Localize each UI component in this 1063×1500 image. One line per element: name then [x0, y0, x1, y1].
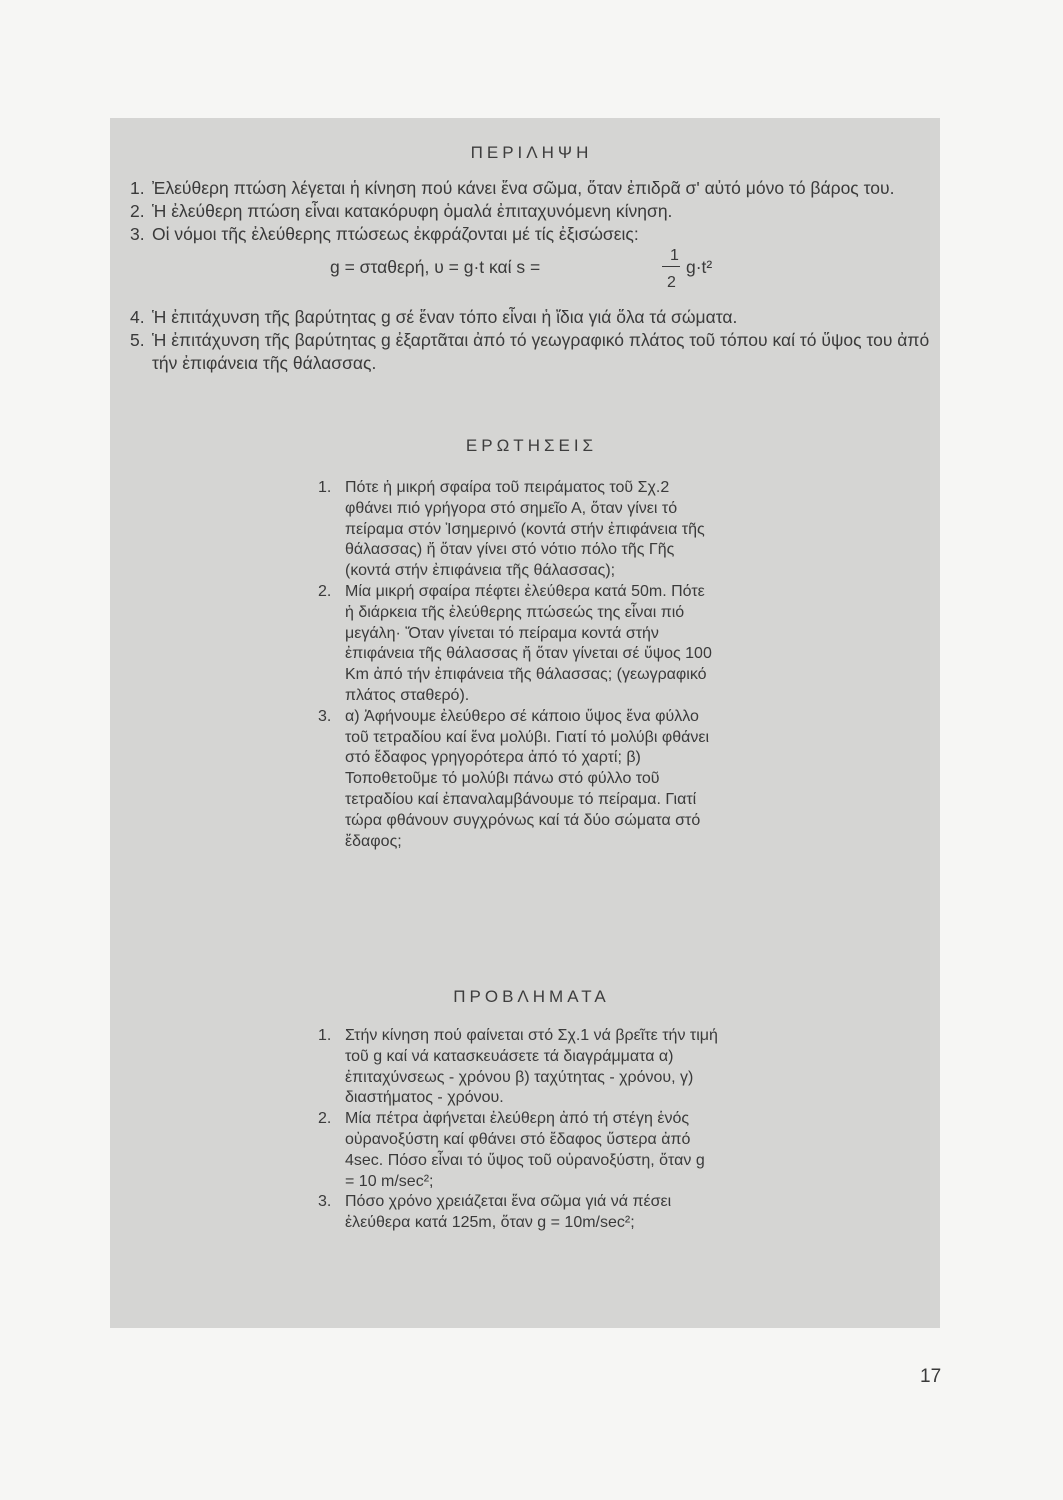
item-text: Στήν κίνηση πού φαίνεται στό Σχ.1 νά βρεῖτε τήν τιμή τοῦ g καί νά κατασκευάσετε τά διαγράμματα α) ἐπιταχύνσεως - χρόνου β) ταχύτητας - χρόνου, γ) διαστήματος - χρόνου.	[345, 1027, 718, 1107]
fraction-denominator: 2	[667, 274, 676, 291]
summary-item	[130, 223, 930, 246]
problems-list	[318, 1026, 718, 1234]
question-item	[318, 582, 718, 707]
question-item	[318, 478, 718, 582]
item-number: 2.	[130, 201, 145, 221]
item-number: 1.	[130, 178, 145, 198]
fraction-numerator: 1	[670, 247, 679, 264]
item-text: Ἡ ἐπιτάχυνση τῆς βαρύτητας g ἐξαρτᾶται ἀπό τό γεωγραφικό πλάτος τοῦ τόπου καί τό ὕψος του ἀπό τήν ἐπιφάνεια τῆς θάλασσας.	[152, 330, 930, 373]
item-text: Μία πέτρα ἀφήνεται ἐλεύθερη ἀπό τή στέγη ἑνός οὐρανοξύστη καί φθάνει στό ἔδαφος ὕστερα ἀπό 4sec. Πόσο εἶναι τό ὕψος τοῦ οὐρανοξύστη, ὅταν g = 10 m/sec²;	[345, 1110, 705, 1190]
item-text: Οἱ νόμοι τῆς ἐλεύθερης πτώσεως ἐκφράζονται μέ τίς ἐξισώσεις:	[152, 224, 639, 244]
free-fall-formula	[130, 246, 930, 306]
formula-tail: g·t²	[686, 257, 713, 277]
item-number: 3.	[318, 707, 332, 725]
question-item	[318, 707, 718, 853]
item-text: Μία μικρή σφαίρα πέφτει ἐλεύθερα κατά 50m. Πότε ἡ διάρκεια τῆς ἐλεύθερης πτώσεώς της εἶναι πιό μεγάλη· Ὅταν γίνεται τό πείραμα κοντά στήν ἐπιφάνεια τῆς θάλασσας ἤ ὅταν γίνεται σέ ὕψος 100 Km ἀπό τήν ἐπιφάνεια τῆς θάλασσας; (γεωγραφικό πλάτος σταθερό).	[345, 582, 712, 704]
summary-heading: ΠΕΡΙΛΗΨΗ	[470, 143, 593, 162]
item-number: 5.	[130, 330, 145, 350]
problem-item	[318, 1192, 718, 1234]
summary-item	[130, 329, 930, 375]
item-number: 1.	[318, 1027, 332, 1044]
summary-item	[130, 306, 930, 329]
item-number: 1.	[318, 479, 332, 496]
item-number: 2.	[318, 1110, 332, 1128]
formula-main: g = σταθερή, υ = g·t καί s =	[330, 257, 541, 277]
summary-list	[130, 177, 930, 375]
item-text: Ἡ ἐλεύθερη πτώση εἶναι κατακόρυφη ὁμαλά ἐπιταχυνόμενη κίνηση.	[152, 201, 673, 221]
problem-item	[318, 1026, 718, 1109]
problem-item	[318, 1109, 718, 1192]
problems-heading: ΠΡΟΒΛΗΜΑΤΑ	[453, 987, 610, 1006]
item-number: 4.	[130, 307, 145, 327]
fraction-bar	[662, 266, 680, 267]
summary-item	[130, 200, 930, 223]
questions-list	[318, 478, 718, 852]
questions-heading: ΕΡΩΤΗΣΕΙΣ	[465, 436, 598, 455]
item-text: α) Ἀφήνουμε ἐλεύθερο σέ κάποιο ὕψος ἕνα φύλλο τοῦ τετραδίου καί ἕνα μολύβι. Γιατί τό μολύβι φθάνει στό ἔδαφος γρηγορότερα ἀπό τό χαρτί; β) Τοποθετοῦμε τό μολύβι πάνω στό φύλλο τοῦ τετραδίου καί ἐπαναλαμβάνουμε τό πείραμα. Γιατί τώρα φθάνουν συγχρόνως καί τά δύο σώματα στό ἔδαφος;	[345, 707, 710, 850]
summary-item	[130, 177, 930, 200]
item-number: 3.	[318, 1193, 332, 1211]
item-number: 3.	[130, 224, 145, 244]
item-text: Πότε ἡ μικρή σφαίρα τοῦ πειράματος τοῦ Σχ.2 φθάνει πιό γρήγορα στό σημεῖο Α, ὅταν γίνει τό πείραμα στόν Ἰσημερινό (κοντά στήν ἐπιφάνεια τῆς θάλασσας) ἤ ὅταν γίνει στό νότιο πόλο τῆς Γῆς (κοντά στήν ἐπιφάνεια τῆς θάλασσας);	[345, 479, 705, 580]
item-number: 2.	[318, 582, 332, 600]
page-number: 17	[920, 1366, 942, 1387]
item-text: Ἡ ἐπιτάχυνση τῆς βαρύτητας g σέ ἕναν τόπο εἶναι ἡ ἴδια γιά ὅλα τά σώματα.	[152, 307, 738, 327]
item-text: Ἐλεύθερη πτώση λέγεται ἡ κίνηση πού κάνει ἕνα σῶμα, ὅταν ἐπιδρᾶ σ' αὐτό μόνο τό βάρος του.	[152, 178, 895, 198]
item-text: Πόσο χρόνο χρειάζεται ἕνα σῶμα γιά νά πέσει ἐλεύθερα κατά 125m, ὅταν g = 10m/sec²;	[345, 1193, 672, 1232]
